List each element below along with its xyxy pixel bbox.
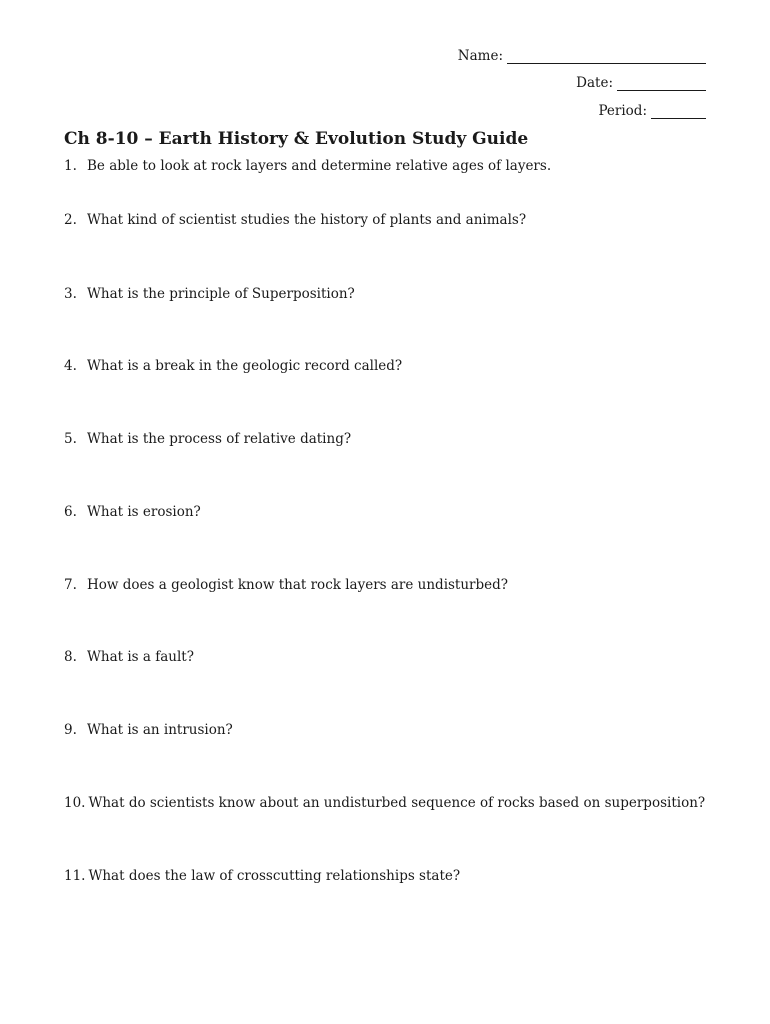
question-item xyxy=(64,158,551,174)
name-field xyxy=(458,48,706,64)
question-number: 8. xyxy=(64,649,77,665)
period-field xyxy=(598,103,706,119)
question-number: 4. xyxy=(64,358,77,374)
question-text: What do scientists know about an undisturbed sequence of rocks based on superposition? xyxy=(88,795,706,811)
question-number: 6. xyxy=(64,504,77,520)
question-number: 5. xyxy=(64,431,77,447)
question-number: 9. xyxy=(64,722,77,738)
question-text: What kind of scientist studies the history of plants and animals? xyxy=(87,212,527,228)
question-text: What is erosion? xyxy=(87,504,201,520)
question-number: 1. xyxy=(64,158,77,174)
question-item xyxy=(64,504,201,520)
question-text: Be able to look at rock layers and determine relative ages of layers. xyxy=(87,158,552,174)
period-label: Period: xyxy=(598,103,647,119)
question-item xyxy=(64,795,705,811)
question-item xyxy=(64,649,194,665)
name-blank-line xyxy=(507,50,706,64)
question-text: What is a fault? xyxy=(87,649,194,665)
question-item xyxy=(64,431,351,447)
date-field xyxy=(576,75,706,91)
question-item xyxy=(64,358,402,374)
date-label: Date: xyxy=(576,75,613,91)
date-blank-line xyxy=(617,77,706,91)
question-text: What is a break in the geologic record called? xyxy=(87,358,403,374)
question-text: What is the process of relative dating? xyxy=(87,431,352,447)
question-number: 10. xyxy=(64,795,86,811)
question-number: 2. xyxy=(64,212,77,228)
question-item xyxy=(64,212,526,228)
question-item xyxy=(64,722,233,738)
question-text: What is the principle of Superposition? xyxy=(87,286,355,302)
question-text: How does a geologist know that rock layers are undisturbed? xyxy=(87,577,509,593)
question-number: 7. xyxy=(64,577,77,593)
period-blank-line xyxy=(651,105,706,119)
name-label: Name: xyxy=(457,48,503,64)
question-item xyxy=(64,868,460,884)
page-title: Ch 8-10 – Earth History & Evolution Study Guide xyxy=(64,129,529,149)
question-item xyxy=(64,577,508,593)
question-item xyxy=(64,286,355,302)
question-text: What does the law of crosscutting relationships state? xyxy=(88,868,461,884)
question-number: 3. xyxy=(64,286,77,302)
question-number: 11. xyxy=(64,868,86,884)
question-text: What is an intrusion? xyxy=(87,722,233,738)
